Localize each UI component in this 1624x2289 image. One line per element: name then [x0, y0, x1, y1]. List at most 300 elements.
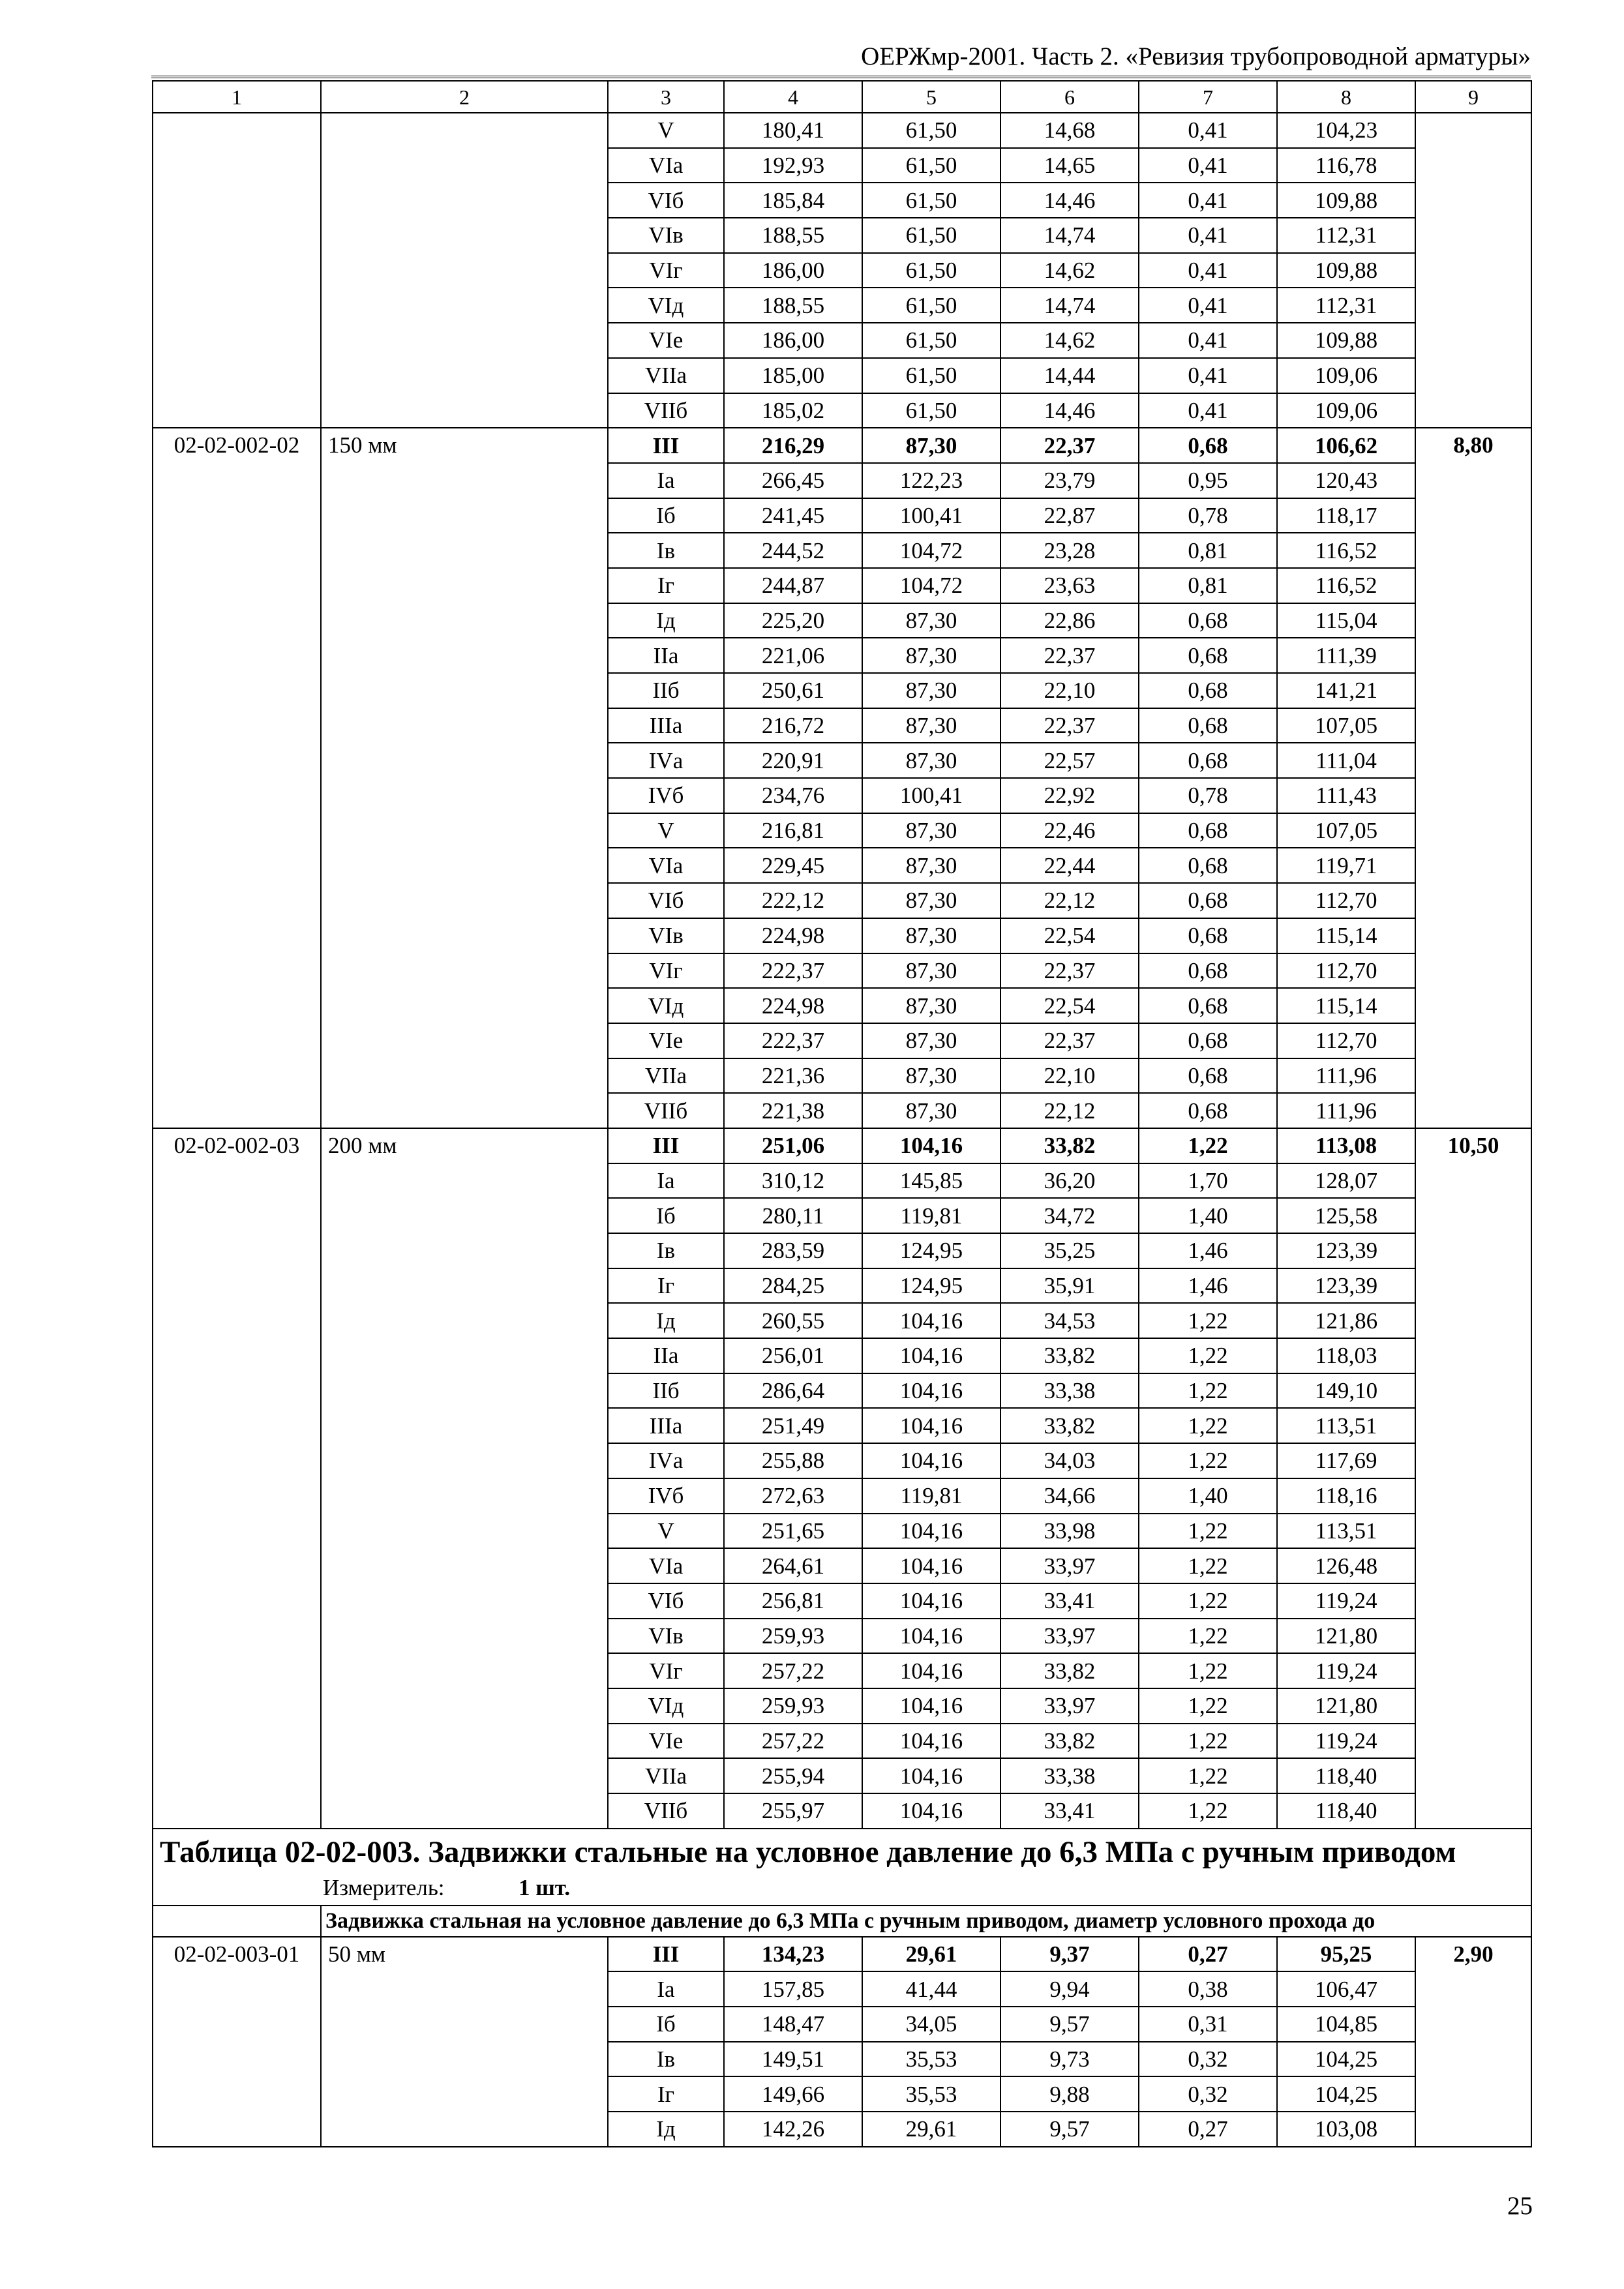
zone-cell: VIд	[608, 988, 724, 1023]
value-cell: 87,30	[862, 953, 1000, 989]
value-cell: 1,22	[1139, 1443, 1277, 1478]
value-cell: 186,00	[724, 323, 862, 358]
zone-cell: Iб	[608, 2007, 724, 2042]
value-cell: 0,68	[1139, 988, 1277, 1023]
zone-cell: VIIа	[608, 358, 724, 393]
value-cell: 111,43	[1277, 778, 1415, 813]
value-cell: 33,82	[1000, 1653, 1139, 1688]
value-cell: 284,25	[724, 1268, 862, 1304]
value-cell: 104,16	[862, 1619, 1000, 1654]
value-cell: 255,88	[724, 1443, 862, 1478]
value-cell: 118,40	[1277, 1793, 1415, 1829]
value-cell: 1,22	[1139, 1338, 1277, 1373]
value-cell: 222,37	[724, 953, 862, 989]
value-cell: 186,00	[724, 253, 862, 288]
table-row	[153, 1937, 1531, 1972]
table-caption-block	[153, 1829, 1531, 1937]
value-cell: 112,70	[1277, 1023, 1415, 1058]
value-cell: 119,24	[1277, 1653, 1415, 1688]
value-cell: 33,97	[1000, 1688, 1139, 1724]
value-cell: 0,41	[1139, 393, 1277, 428]
value-cell: 104,16	[862, 1303, 1000, 1338]
table-row	[153, 428, 1531, 463]
value-cell: 61,50	[862, 393, 1000, 428]
value-cell: 116,52	[1277, 568, 1415, 603]
value-cell: 0,78	[1139, 778, 1277, 813]
zone-cell: Iа	[608, 463, 724, 498]
zone-cell: Iв	[608, 2042, 724, 2077]
value-cell: 0,95	[1139, 463, 1277, 498]
value-cell: 113,51	[1277, 1514, 1415, 1549]
zone-cell: VIг	[608, 253, 724, 288]
value-cell: 87,30	[862, 428, 1000, 463]
zone-cell: Iа	[608, 1971, 724, 2007]
value-cell: 221,06	[724, 638, 862, 673]
value-cell: 1,70	[1139, 1163, 1277, 1199]
value-cell: 33,97	[1000, 1548, 1139, 1583]
value-cell: 104,23	[1277, 113, 1415, 148]
value-cell: 104,16	[862, 1688, 1000, 1724]
value-cell: 14,46	[1000, 393, 1139, 428]
value-cell: 33,82	[1000, 1408, 1139, 1443]
zone-cell: Iв	[608, 1233, 724, 1268]
zone-cell: III	[608, 428, 724, 463]
value-cell: 103,08	[1277, 2112, 1415, 2147]
value-cell: 14,74	[1000, 288, 1139, 323]
value-cell: 1,40	[1139, 1198, 1277, 1233]
value-cell: 148,47	[724, 2007, 862, 2042]
table-body-upper	[153, 81, 1531, 1829]
meter-value: 1 шт.	[519, 1874, 571, 1900]
value-cell: 112,70	[1277, 953, 1415, 989]
zone-cell: VIб	[608, 883, 724, 918]
zone-cell: Iг	[608, 568, 724, 603]
value-cell: 87,30	[862, 708, 1000, 743]
zone-cell: VIIб	[608, 393, 724, 428]
header-title: ОЕРЖмр-2001. Часть 2. «Ревизия трубопроводной арматуры»	[861, 42, 1531, 70]
value-cell: 266,45	[724, 463, 862, 498]
value-cell: 1,22	[1139, 1303, 1277, 1338]
value-cell: 104,16	[862, 1724, 1000, 1759]
section-header-text: Задвижка стальная на условное давление до 6,3 МПа с ручным приводом, диаметр условного прохода до	[321, 1906, 1531, 1937]
value-cell: 22,37	[1000, 708, 1139, 743]
value-cell: 35,53	[862, 2042, 1000, 2077]
value-cell: 87,30	[862, 743, 1000, 778]
value-cell: 0,68	[1139, 673, 1277, 708]
value-cell: 14,44	[1000, 358, 1139, 393]
value-cell: 22,54	[1000, 988, 1139, 1023]
value-cell: 1,22	[1139, 1724, 1277, 1759]
zone-cell: VIе	[608, 323, 724, 358]
value-cell: 259,93	[724, 1619, 862, 1654]
value-cell: 22,87	[1000, 498, 1139, 533]
value-cell: 0,68	[1139, 1023, 1277, 1058]
value-cell: 14,74	[1000, 218, 1139, 253]
column-number: 5	[862, 81, 1000, 113]
value-cell: 257,22	[724, 1724, 862, 1759]
value-cell: 22,37	[1000, 638, 1139, 673]
zone-cell: Iа	[608, 1163, 724, 1199]
value-cell: 118,40	[1277, 1758, 1415, 1793]
value-cell: 104,72	[862, 533, 1000, 568]
value-cell: 124,95	[862, 1233, 1000, 1268]
value-cell: 0,32	[1139, 2076, 1277, 2112]
column-number-row	[153, 81, 1531, 113]
zone-cell: V	[608, 113, 724, 148]
column-number: 3	[608, 81, 724, 113]
value-cell: 188,55	[724, 288, 862, 323]
value-cell: 257,22	[724, 1653, 862, 1688]
value-cell: 33,98	[1000, 1514, 1139, 1549]
value-cell: 286,64	[724, 1373, 862, 1409]
value-cell: 33,41	[1000, 1583, 1139, 1619]
value-cell: 22,46	[1000, 813, 1139, 848]
value-cell: 1,22	[1139, 1688, 1277, 1724]
value-cell: 106,62	[1277, 428, 1415, 463]
value-cell: 0,41	[1139, 113, 1277, 148]
meter-line	[160, 1875, 1527, 1901]
zone-cell: IIIа	[608, 708, 724, 743]
value-cell: 0,68	[1139, 883, 1277, 918]
value-cell: 0,68	[1139, 953, 1277, 989]
value-cell: 22,37	[1000, 953, 1139, 989]
value-cell: 23,28	[1000, 533, 1139, 568]
value-cell: 259,93	[724, 1688, 862, 1724]
zone-cell: IVа	[608, 1443, 724, 1478]
zone-cell: V	[608, 1514, 724, 1549]
value-cell: 87,30	[862, 813, 1000, 848]
value-cell: 61,50	[862, 218, 1000, 253]
value-cell: 157,85	[724, 1971, 862, 2007]
value-cell: 104,16	[862, 1548, 1000, 1583]
value-cell: 104,16	[862, 1514, 1000, 1549]
value-cell: 61,50	[862, 323, 1000, 358]
zone-cell: Iб	[608, 1198, 724, 1233]
value-cell: 118,16	[1277, 1478, 1415, 1514]
value-cell: 0,68	[1139, 743, 1277, 778]
value-cell: 22,37	[1000, 1023, 1139, 1058]
value-cell: 87,30	[862, 673, 1000, 708]
table-caption-title: Таблица 02-02-003. Задвижки стальные на условное давление до 6,3 МПа с ручным приводом	[160, 1834, 1456, 1869]
value-cell: 112,70	[1277, 883, 1415, 918]
value-cell: 0,81	[1139, 568, 1277, 603]
value-cell: 22,10	[1000, 1058, 1139, 1094]
value-cell: 244,87	[724, 568, 862, 603]
zone-cell: IVб	[608, 778, 724, 813]
value-cell: 0,27	[1139, 2112, 1277, 2147]
value-cell: 234,76	[724, 778, 862, 813]
zone-cell: III	[608, 1128, 724, 1163]
value-cell: 109,88	[1277, 323, 1415, 358]
value-cell: 104,16	[862, 1443, 1000, 1478]
zone-cell: IIб	[608, 673, 724, 708]
zone-cell: VIг	[608, 1653, 724, 1688]
value-cell: 0,68	[1139, 1058, 1277, 1094]
item-diameter: 50 мм	[321, 1937, 608, 2147]
value-cell: 107,05	[1277, 813, 1415, 848]
value-cell: 115,14	[1277, 988, 1415, 1023]
value-cell: 220,91	[724, 743, 862, 778]
value-cell: 0,41	[1139, 253, 1277, 288]
value-cell: 111,96	[1277, 1093, 1415, 1128]
value-cell: 22,12	[1000, 883, 1139, 918]
value-cell: 255,94	[724, 1758, 862, 1793]
item-code: 02-02-002-03	[153, 1128, 321, 1829]
value-cell: 41,44	[862, 1971, 1000, 2007]
value-cell: 280,11	[724, 1198, 862, 1233]
value-cell: 0,68	[1139, 848, 1277, 883]
zone-cell: VIа	[608, 148, 724, 183]
item-coefficient: 8,80	[1415, 428, 1531, 1128]
value-cell: 104,85	[1277, 2007, 1415, 2042]
value-cell: 112,31	[1277, 218, 1415, 253]
value-cell: 0,41	[1139, 323, 1277, 358]
value-cell: 104,16	[862, 1653, 1000, 1688]
zone-cell: VIе	[608, 1724, 724, 1759]
value-cell: 0,38	[1139, 1971, 1277, 2007]
value-cell: 9,88	[1000, 2076, 1139, 2112]
value-cell: 87,30	[862, 638, 1000, 673]
value-cell: 216,29	[724, 428, 862, 463]
zone-cell: VIIа	[608, 1758, 724, 1793]
value-cell: 34,53	[1000, 1303, 1139, 1338]
zone-cell: Iб	[608, 498, 724, 533]
value-cell: 244,52	[724, 533, 862, 568]
column-number: 1	[153, 81, 321, 113]
value-cell: 0,68	[1139, 638, 1277, 673]
value-cell: 256,01	[724, 1338, 862, 1373]
value-cell: 104,72	[862, 568, 1000, 603]
table-row	[153, 1128, 1531, 1163]
value-cell: 109,88	[1277, 183, 1415, 218]
value-cell: 224,98	[724, 918, 862, 953]
value-cell: 185,02	[724, 393, 862, 428]
value-cell: 95,25	[1277, 1937, 1415, 1972]
value-cell: 229,45	[724, 848, 862, 883]
value-cell: 1,22	[1139, 1758, 1277, 1793]
value-cell: 115,04	[1277, 603, 1415, 638]
value-cell: 111,04	[1277, 743, 1415, 778]
zone-cell: Iд	[608, 1303, 724, 1338]
item-diameter	[321, 113, 608, 428]
value-cell: 34,72	[1000, 1198, 1139, 1233]
value-cell: 260,55	[724, 1303, 862, 1338]
value-cell: 104,16	[862, 1793, 1000, 1829]
value-cell: 0,41	[1139, 288, 1277, 323]
value-cell: 14,68	[1000, 113, 1139, 148]
value-cell: 1,22	[1139, 1548, 1277, 1583]
section-header-spacer	[153, 1906, 321, 1937]
column-number: 4	[724, 81, 862, 113]
item-code: 02-02-003-01	[153, 1937, 321, 2147]
value-cell: 36,20	[1000, 1163, 1139, 1199]
value-cell: 9,57	[1000, 2112, 1139, 2147]
value-cell: 185,00	[724, 358, 862, 393]
zone-cell: VIг	[608, 953, 724, 989]
value-cell: 216,81	[724, 813, 862, 848]
value-cell: 35,25	[1000, 1233, 1139, 1268]
value-cell: 1,22	[1139, 1583, 1277, 1619]
value-cell: 33,38	[1000, 1373, 1139, 1409]
value-cell: 87,30	[862, 988, 1000, 1023]
value-cell: 126,48	[1277, 1548, 1415, 1583]
value-cell: 0,41	[1139, 148, 1277, 183]
item-coefficient	[1415, 113, 1531, 428]
value-cell: 87,30	[862, 848, 1000, 883]
value-cell: 9,57	[1000, 2007, 1139, 2042]
value-cell: 106,47	[1277, 1971, 1415, 2007]
value-cell: 104,16	[862, 1758, 1000, 1793]
value-cell: 34,03	[1000, 1443, 1139, 1478]
zone-cell: VIд	[608, 288, 724, 323]
value-cell: 104,16	[862, 1408, 1000, 1443]
value-cell: 22,57	[1000, 743, 1139, 778]
value-cell: 87,30	[862, 883, 1000, 918]
value-cell: 87,30	[862, 918, 1000, 953]
zone-cell: VIв	[608, 1619, 724, 1654]
meter-label: Измеритель:	[323, 1874, 445, 1900]
section-header-row	[153, 1906, 1531, 1937]
value-cell: 250,61	[724, 673, 862, 708]
value-cell: 128,07	[1277, 1163, 1415, 1199]
value-cell: 251,06	[724, 1128, 862, 1163]
value-cell: 35,53	[862, 2076, 1000, 2112]
value-cell: 149,10	[1277, 1373, 1415, 1409]
value-cell: 61,50	[862, 253, 1000, 288]
value-cell: 116,78	[1277, 148, 1415, 183]
value-cell: 0,41	[1139, 218, 1277, 253]
value-cell: 1,22	[1139, 1408, 1277, 1443]
value-cell: 14,65	[1000, 148, 1139, 183]
zone-cell: VIа	[608, 848, 724, 883]
value-cell: 104,25	[1277, 2042, 1415, 2077]
zone-cell: IIа	[608, 638, 724, 673]
value-cell: 1,22	[1139, 1373, 1277, 1409]
value-cell: 0,41	[1139, 183, 1277, 218]
value-cell: 1,22	[1139, 1653, 1277, 1688]
value-cell: 29,61	[862, 2112, 1000, 2147]
value-cell: 111,39	[1277, 638, 1415, 673]
value-cell: 121,86	[1277, 1303, 1415, 1338]
value-cell: 109,88	[1277, 253, 1415, 288]
value-cell: 115,14	[1277, 918, 1415, 953]
value-cell: 61,50	[862, 288, 1000, 323]
value-cell: 33,82	[1000, 1724, 1139, 1759]
value-cell: 33,82	[1000, 1338, 1139, 1373]
value-cell: 117,69	[1277, 1443, 1415, 1478]
zone-cell: Iг	[608, 1268, 724, 1304]
zone-cell: V	[608, 813, 724, 848]
item-diameter: 150 мм	[321, 428, 608, 1128]
value-cell: 0,68	[1139, 813, 1277, 848]
zone-cell: VIа	[608, 1548, 724, 1583]
value-cell: 1,22	[1139, 1128, 1277, 1163]
value-cell: 22,10	[1000, 673, 1139, 708]
value-cell: 188,55	[724, 218, 862, 253]
zone-cell: Iд	[608, 2112, 724, 2147]
value-cell: 118,03	[1277, 1338, 1415, 1373]
value-cell: 23,63	[1000, 568, 1139, 603]
value-cell: 0,32	[1139, 2042, 1277, 2077]
value-cell: 104,16	[862, 1373, 1000, 1409]
zone-cell: VIб	[608, 1583, 724, 1619]
zone-cell: IIб	[608, 1373, 724, 1409]
zone-cell: III	[608, 1937, 724, 1972]
column-number: 6	[1000, 81, 1139, 113]
value-cell: 100,41	[862, 778, 1000, 813]
value-cell: 241,45	[724, 498, 862, 533]
value-cell: 255,97	[724, 1793, 862, 1829]
value-cell: 119,71	[1277, 848, 1415, 883]
value-cell: 118,17	[1277, 498, 1415, 533]
value-cell: 14,62	[1000, 253, 1139, 288]
value-cell: 34,66	[1000, 1478, 1139, 1514]
value-cell: 272,63	[724, 1478, 862, 1514]
value-cell: 14,62	[1000, 323, 1139, 358]
value-cell: 251,49	[724, 1408, 862, 1443]
value-cell: 87,30	[862, 1058, 1000, 1094]
value-cell: 119,24	[1277, 1583, 1415, 1619]
value-cell: 121,80	[1277, 1688, 1415, 1724]
value-cell: 1,40	[1139, 1478, 1277, 1514]
value-cell: 113,08	[1277, 1128, 1415, 1163]
item-coefficient: 10,50	[1415, 1128, 1531, 1829]
value-cell: 256,81	[724, 1583, 862, 1619]
value-cell: 185,84	[724, 183, 862, 218]
value-cell: 29,61	[862, 1937, 1000, 1972]
column-number: 9	[1415, 81, 1531, 113]
value-cell: 35,91	[1000, 1268, 1139, 1304]
value-cell: 61,50	[862, 358, 1000, 393]
zone-cell: VIб	[608, 183, 724, 218]
value-cell: 104,16	[862, 1128, 1000, 1163]
item-coefficient: 2,90	[1415, 1937, 1531, 2147]
table-caption-row	[153, 1829, 1531, 1906]
zone-cell: Iв	[608, 533, 724, 568]
value-cell: 14,46	[1000, 183, 1139, 218]
value-cell: 119,81	[862, 1478, 1000, 1514]
value-cell: 0,68	[1139, 1093, 1277, 1128]
value-cell: 142,26	[724, 2112, 862, 2147]
value-cell: 120,43	[1277, 463, 1415, 498]
value-cell: 109,06	[1277, 358, 1415, 393]
column-number: 2	[321, 81, 608, 113]
value-cell: 87,30	[862, 1093, 1000, 1128]
value-cell: 122,23	[862, 463, 1000, 498]
value-cell: 221,36	[724, 1058, 862, 1094]
value-cell: 22,86	[1000, 603, 1139, 638]
value-cell: 9,94	[1000, 1971, 1139, 2007]
value-cell: 149,66	[724, 2076, 862, 2112]
value-cell: 0,68	[1139, 918, 1277, 953]
zone-cell: IVб	[608, 1478, 724, 1514]
value-cell: 0,31	[1139, 2007, 1277, 2042]
zone-cell: IIIа	[608, 1408, 724, 1443]
item-code	[153, 113, 321, 428]
zone-cell: IIа	[608, 1338, 724, 1373]
value-cell: 22,44	[1000, 848, 1139, 883]
value-cell: 264,61	[724, 1548, 862, 1583]
zone-cell: VIIб	[608, 1093, 724, 1128]
table-body-lower	[153, 1937, 1531, 2147]
zone-cell: VIIб	[608, 1793, 724, 1829]
value-cell: 22,37	[1000, 428, 1139, 463]
value-cell: 0,41	[1139, 358, 1277, 393]
value-cell: 22,92	[1000, 778, 1139, 813]
value-cell: 310,12	[724, 1163, 862, 1199]
value-cell: 61,50	[862, 113, 1000, 148]
zone-cell: VIе	[608, 1023, 724, 1058]
